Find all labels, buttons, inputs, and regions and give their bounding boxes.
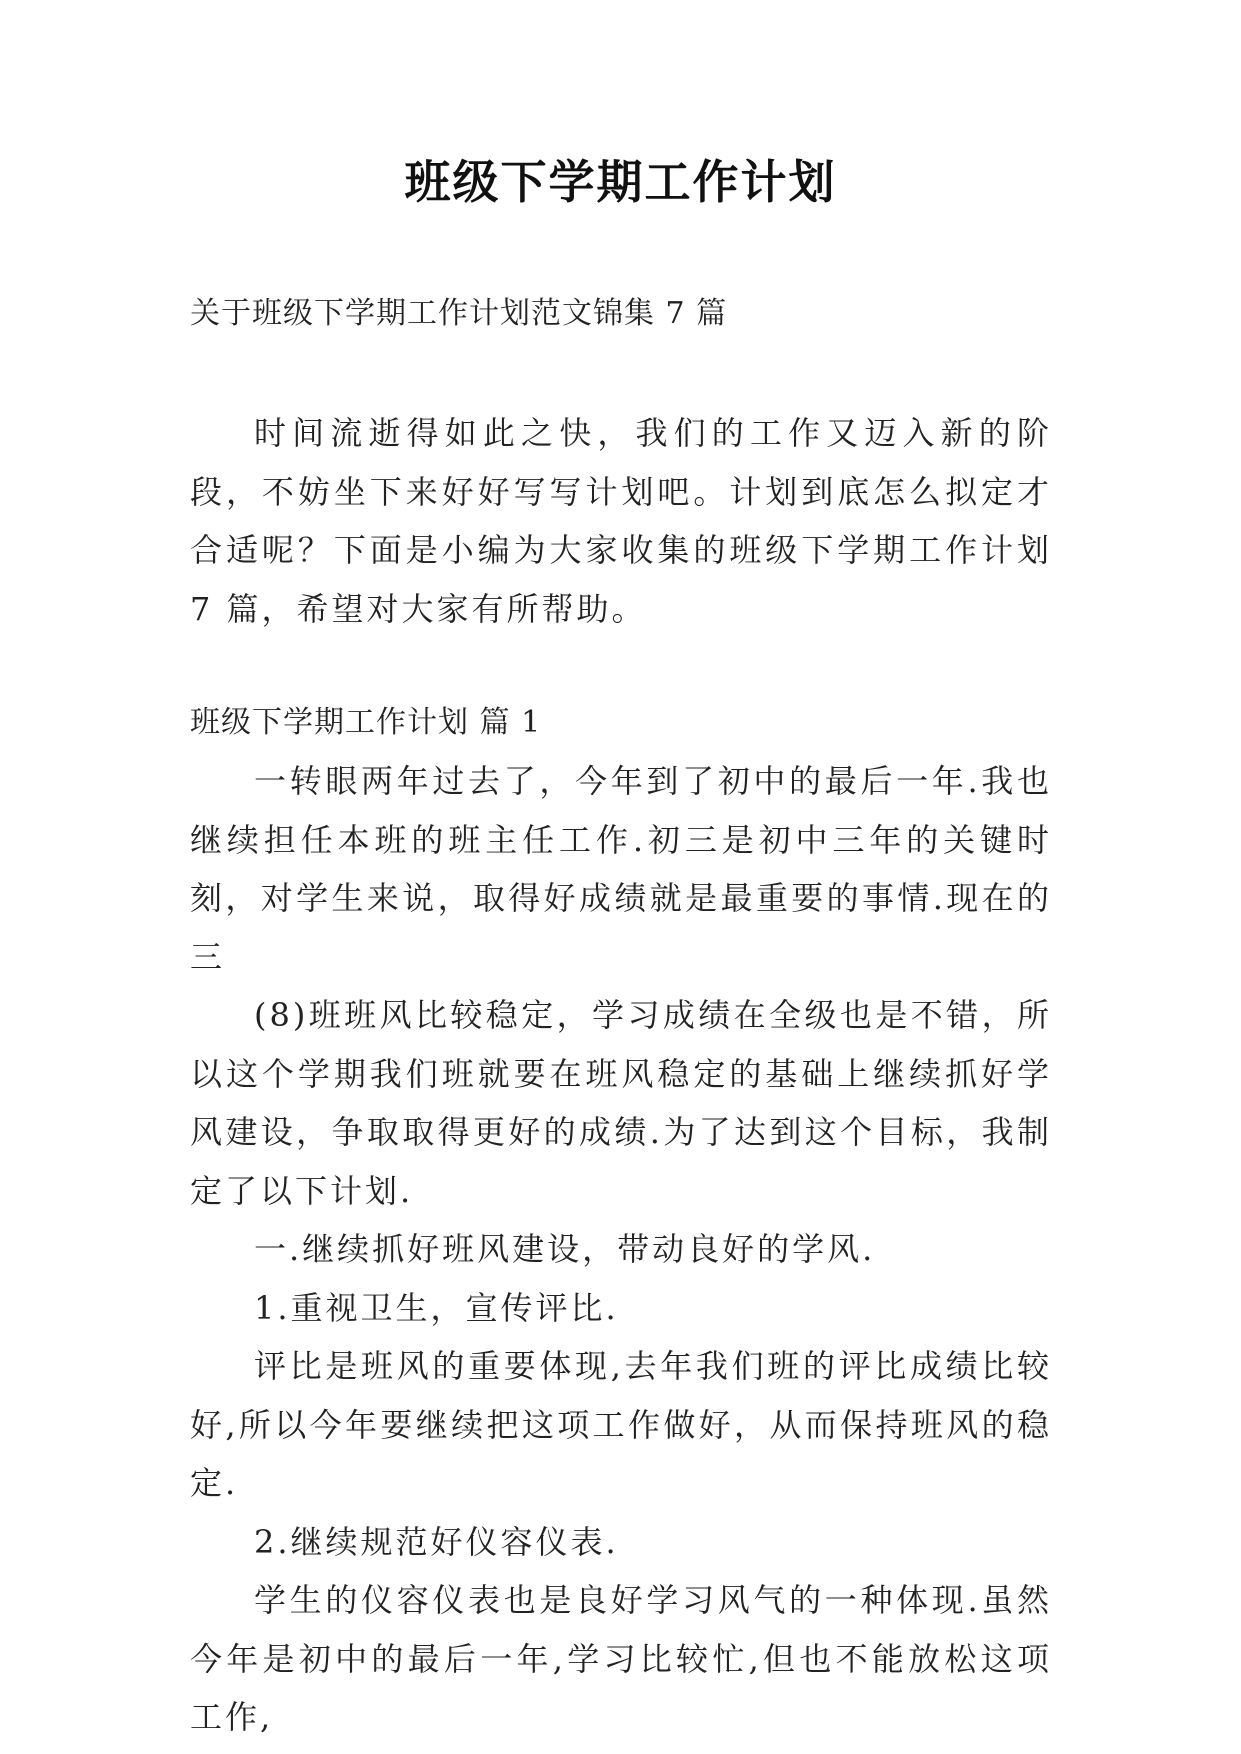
document-title: 班级下学期工作计划 xyxy=(404,155,837,209)
paragraph: 一转眼两年过去了，今年到了初中的最后一年.我也继续担任本班的班主任工作.初三是初中三年的关键时刻，对学生来说，取得好成绩就是最重要的事情.现在的三 xyxy=(190,762,1052,976)
paragraph: 1.重视卫生，宣传评比. xyxy=(254,1288,619,1327)
paragraph: 学生的仪容仪表也是良好学习风气的一种体现.虽然今年是初中的最后一年,学习比较忙,但也不能放松这项工作, xyxy=(190,1581,1052,1736)
paragraph: (8)班班风比较稳定，学习成绩在全级也是不错，所以这个学期我们班就要在班风稳定的基础上继续抓好学风建设，争取取得更好的成绩.为了达到这个目标，我制定了以下计划. xyxy=(190,996,1052,1210)
paragraph: 一.继续抓好班风建设，带动良好的学风. xyxy=(254,1230,876,1268)
document-subtitle: 关于班级下学期工作计划范文锦集 7 篇 xyxy=(190,296,728,331)
intro-block xyxy=(190,404,1052,638)
paragraph: 评比是班风的重要体现,去年我们班的评比成绩比较好,所以今年要继续把这项工作做好，从而保持班风的稳定. xyxy=(190,1347,1052,1502)
intro-paragraph: 时间流逝得如此之快，我们的工作又迈入新的阶段，不妨坐下来好好写写计划吧。计划到底怎么拟定才合适呢？下面是小编为大家收集的班级下学期工作计划 7 篇，希望对大家有所帮助。 xyxy=(190,414,1052,628)
article-block xyxy=(190,694,1052,1747)
section-heading: 班级下学期工作计划 篇 1 xyxy=(190,705,542,740)
paragraph: 2.继续规范好仪容仪表. xyxy=(254,1522,619,1561)
